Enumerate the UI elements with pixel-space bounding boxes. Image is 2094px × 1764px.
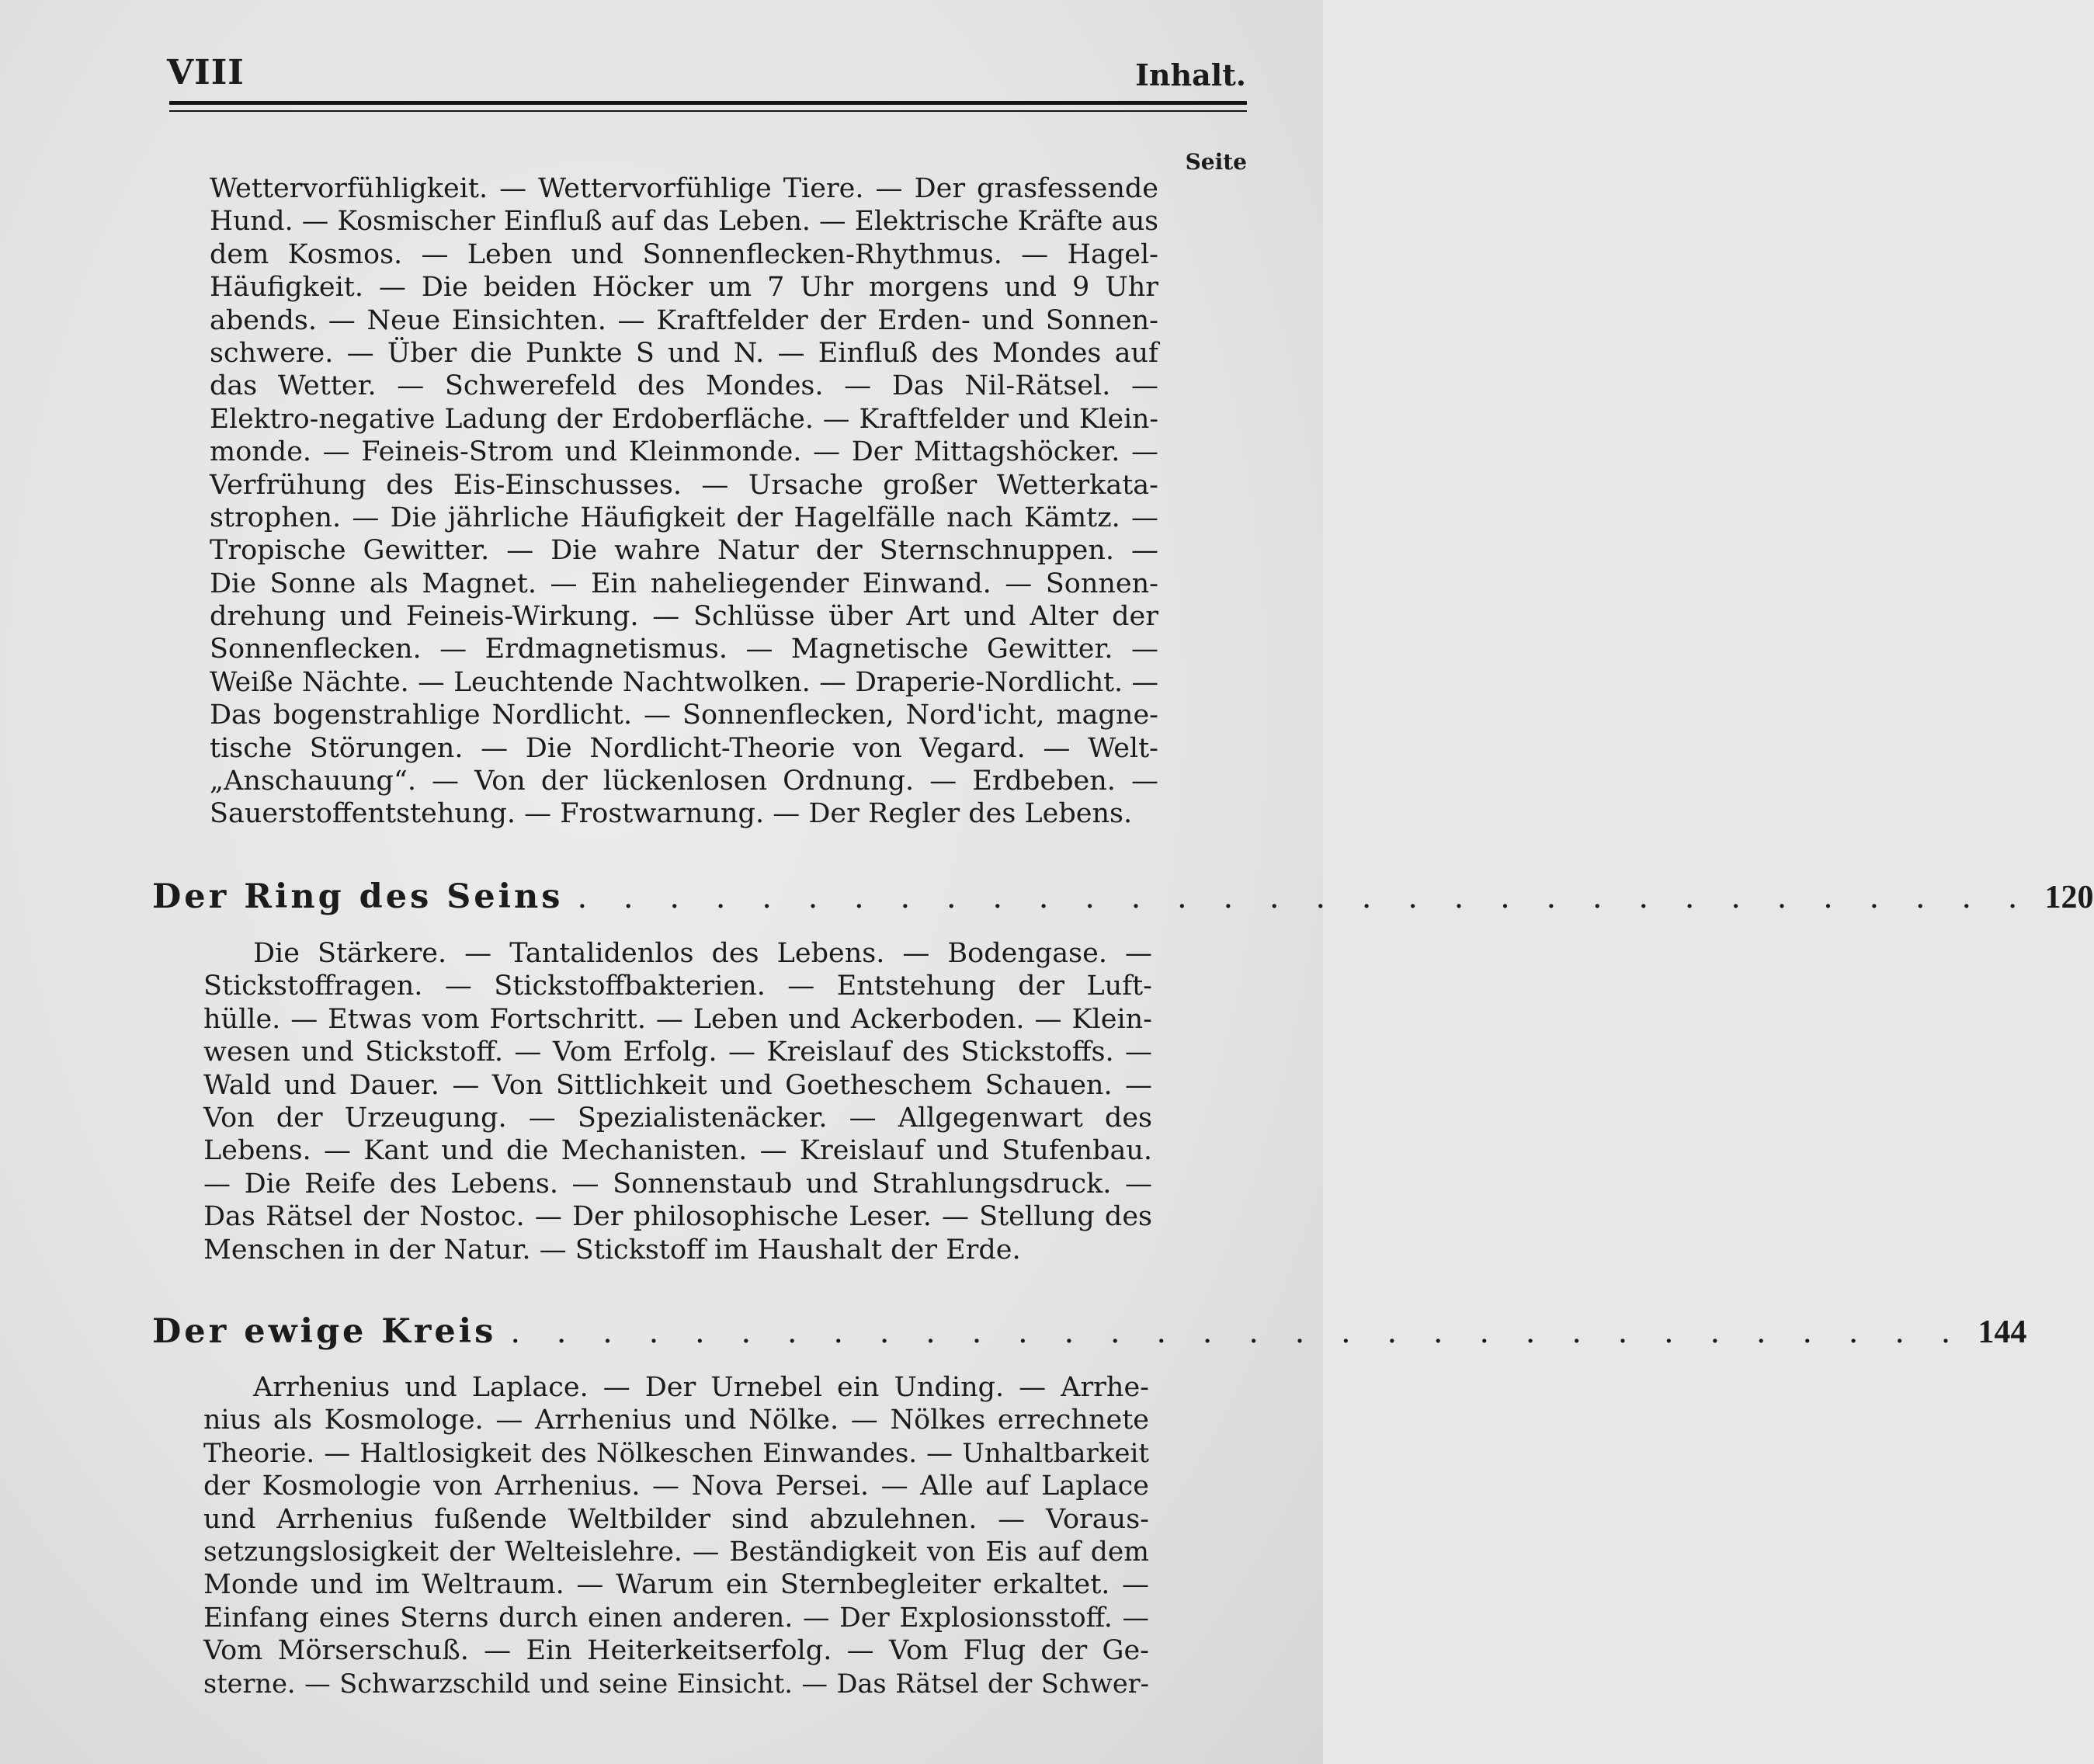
toc-entry-ewige-kreis — [152, 1312, 2027, 1356]
text-line: „Anschauung“. — Von der lückenlosen Ordnung. — Erdbeben. — — [210, 766, 1158, 797]
page-column-label: Seite — [1185, 149, 1247, 175]
text-line: und Arrhenius fußende Weltbilder sind abzulehnen. — Voraus- — [203, 1503, 1149, 1535]
text-line: Menschen in der Natur. — Stickstoff im Haushalt der Erde. — [203, 1234, 1021, 1266]
chapter-page-number: 120 — [2044, 880, 2094, 915]
chapter-summary-block — [203, 937, 1152, 1266]
toc-entry-ring-des-seins — [152, 877, 2094, 921]
text-line: Elektro-negative Ladung der Erdoberfläche. — Kraftfelder und Klein- — [210, 403, 1158, 435]
text-line: der Kosmologie von Arrhenius. — Nova Persei. — Alle auf Laplace — [203, 1471, 1149, 1502]
text-line: Häufigkeit. — Die beiden Höcker um 7 Uhr morgens und 9 Uhr — [210, 272, 1158, 304]
text-line: Verfrühung des Eis-Einschusses. — Ursache großer Wetterkata- — [210, 469, 1158, 501]
text-line: Stickstoffragen. — Stickstoffbakterien. — Entstehung der Luft- — [203, 971, 1152, 1002]
text-line: Vom Mörserschuß. — Ein Heiterkeitserfolg. — Vom Flug der Ge- — [203, 1635, 1149, 1667]
text-line: setzungslosigkeit der Welteislehre. — Beständigkeit von Eis auf dem — [203, 1536, 1149, 1568]
running-head — [167, 53, 1246, 99]
text-line: drehung und Feineis-Wirkung. — Schlüsse über Art und Alter der — [210, 601, 1158, 633]
text-line: Von der Urzeugung. — Spezialistenäcker. — Allgegenwart des — [203, 1102, 1152, 1134]
header-rule-thin — [169, 110, 1247, 112]
leader-dots: . . . . . . . . . . . . . . . . . . . . . . . . . . . . . . . . — [510, 1314, 1964, 1350]
chapter-title: Der Ring des Seins — [152, 877, 564, 916]
text-line: Wettervorfühligkeit. — Wettervorfühlige Tiere. — Der grasfessende — [210, 173, 1158, 204]
header-rule-thick — [169, 101, 1247, 105]
chapter-summary-block — [210, 172, 1158, 831]
section-title: Inhalt. — [1135, 57, 1246, 92]
text-line: monde. — Feineis-Strom und Kleinmonde. — Der Mittagshöcker. — — [210, 436, 1158, 468]
page-number: VIII — [167, 53, 245, 92]
leader-dots: . . . . . . . . . . . . . . . . . . . . . . . . . . . . . . . . — [577, 880, 2031, 915]
text-line: Lebens. — Kant und die Mechanisten. — Kreislauf und Stufenbau. — [203, 1135, 1152, 1167]
text-line: wesen und Stickstoff. — Vom Erfolg. — Kreislauf des Stickstoffs. — — [203, 1037, 1152, 1068]
chapter-page-number: 144 — [1978, 1314, 2027, 1350]
text-line: Einfang eines Sterns durch einen anderen. — Der Explosionsstoff. — — [203, 1602, 1149, 1634]
text-line: sterne. — Schwarzschild und seine Einsicht. — Das Rätsel der Schwer- — [203, 1668, 1149, 1699]
text-line: Sonnenflecken. — Erdmagnetismus. — Magnetische Gewitter. — — [210, 634, 1158, 665]
chapter-summary-block — [203, 1371, 1149, 1700]
text-line: Wald und Dauer. — Von Sittlichkeit und Goetheschem Schauen. — — [203, 1069, 1152, 1101]
text-line: schwere. — Über die Punkte S und N. — Einfluß des Mondes auf — [210, 337, 1158, 369]
text-line: abends. — Neue Einsichten. — Kraftfelder der Erden- und Sonnen- — [210, 304, 1158, 336]
text-line: Monde und im Weltraum. — Warum ein Sternbegleiter erkaltet. — — [203, 1569, 1149, 1601]
text-line: nius als Kosmologe. — Arrhenius und Nölke. — Nölkes errechnete — [203, 1405, 1149, 1436]
text-line: das Wetter. — Schwerefeld des Mondes. — Das Nil-Rätsel. — — [210, 370, 1158, 402]
text-line: Das bogenstrahlige Nordlicht. — Sonnenflecken, Nord'icht, magne- — [210, 700, 1158, 731]
text-line: Tropische Gewitter. — Die wahre Natur der Sternschnuppen. — — [210, 535, 1158, 567]
text-line: dem Kosmos. — Leben und Sonnenflecken-Rhythmus. — Hagel- — [210, 238, 1158, 270]
text-line: Hund. — Kosmischer Einfluß auf das Leben. — Elektrische Kräfte aus — [210, 206, 1158, 238]
text-line: hülle. — Etwas vom Fortschritt. — Leben und Ackerboden. — Klein- — [203, 1003, 1152, 1035]
text-line: Arrhenius und Laplace. — Der Urnebel ein Unding. — Arrhe- — [253, 1372, 1149, 1403]
text-line: Die Stärkere. — Tantalidenlos des Lebens. — Bodengase. — — [253, 938, 1152, 969]
text-line: Die Sonne als Magnet. — Ein naheliegender Einwand. — Sonnen- — [210, 568, 1158, 599]
text-line: Weiße Nächte. — Leuchtende Nachtwolken. — Draperie-Nordlicht. — — [210, 666, 1158, 698]
text-line: tische Störungen. — Die Nordlicht-Theorie von Vegard. — Welt- — [210, 732, 1158, 764]
text-line: strophen. — Die jährliche Häufigkeit der Hagelfälle nach Kämtz. — — [210, 502, 1158, 533]
text-line: — Die Reife des Lebens. — Sonnenstaub und Strahlungsdruck. — — [203, 1168, 1152, 1200]
chapter-title: Der ewige Kreis — [152, 1312, 497, 1351]
text-line: Theorie. — Haltlosigkeit des Nölkeschen Einwandes. — Unhaltbarkeit — [203, 1437, 1149, 1469]
text-line: Sauerstoffentstehung. — Frostwarnung. — Der Regler des Lebens. — [210, 798, 1133, 830]
text-line: Das Rätsel der Nostoc. — Der philosophische Leser. — Stellung des — [203, 1201, 1152, 1233]
